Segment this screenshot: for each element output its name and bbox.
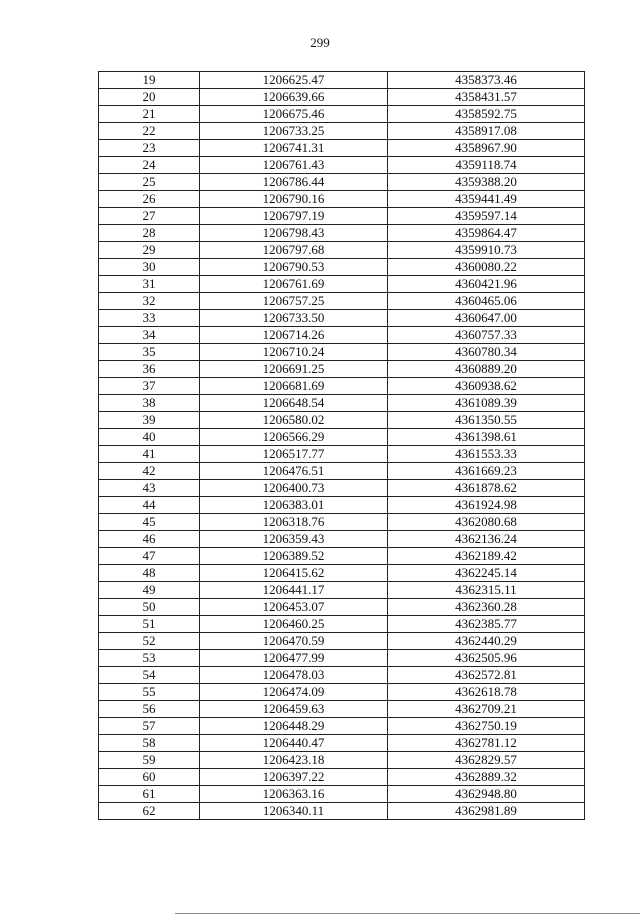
point-number-cell: 45 [99, 514, 200, 531]
y-coordinate-cell: 4362385.77 [388, 616, 585, 633]
y-coordinate-cell: 4362889.32 [388, 769, 585, 786]
y-coordinate-cell: 4360421.96 [388, 276, 585, 293]
y-coordinate-cell: 4360080.22 [388, 259, 585, 276]
x-coordinate-cell: 1206714.26 [200, 327, 388, 344]
table-row [99, 701, 585, 718]
point-number-cell: 60 [99, 769, 200, 786]
point-number-cell: 47 [99, 548, 200, 565]
table-row [99, 208, 585, 225]
table-row [99, 769, 585, 786]
table-row [99, 446, 585, 463]
table-body [99, 72, 585, 820]
x-coordinate-cell: 1206757.25 [200, 293, 388, 310]
point-number-cell: 30 [99, 259, 200, 276]
point-number-cell: 43 [99, 480, 200, 497]
point-number-cell: 35 [99, 344, 200, 361]
x-coordinate-cell: 1206363.16 [200, 786, 388, 803]
point-number-cell: 58 [99, 735, 200, 752]
point-number-cell: 49 [99, 582, 200, 599]
page-number: 299 [310, 35, 330, 50]
y-coordinate-cell: 4362080.68 [388, 514, 585, 531]
y-coordinate-cell: 4361350.55 [388, 412, 585, 429]
table-row [99, 735, 585, 752]
y-coordinate-cell: 4361878.62 [388, 480, 585, 497]
point-number-cell: 38 [99, 395, 200, 412]
point-number-cell: 29 [99, 242, 200, 259]
y-coordinate-cell: 4358431.57 [388, 89, 585, 106]
x-coordinate-cell: 1206400.73 [200, 480, 388, 497]
x-coordinate-cell: 1206786.44 [200, 174, 388, 191]
x-coordinate-cell: 1206691.25 [200, 361, 388, 378]
x-coordinate-cell: 1206359.43 [200, 531, 388, 548]
x-coordinate-cell: 1206798.43 [200, 225, 388, 242]
y-coordinate-cell: 4360465.06 [388, 293, 585, 310]
table-row [99, 378, 585, 395]
point-number-cell: 31 [99, 276, 200, 293]
x-coordinate-cell: 1206625.47 [200, 72, 388, 89]
y-coordinate-cell: 4361669.23 [388, 463, 585, 480]
table-row [99, 752, 585, 769]
y-coordinate-cell: 4362948.80 [388, 786, 585, 803]
table-row [99, 327, 585, 344]
x-coordinate-cell: 1206460.25 [200, 616, 388, 633]
y-coordinate-cell: 4362245.14 [388, 565, 585, 582]
y-coordinate-cell: 4362189.42 [388, 548, 585, 565]
point-number-cell: 26 [99, 191, 200, 208]
table-row [99, 106, 585, 123]
point-number-cell: 37 [99, 378, 200, 395]
y-coordinate-cell: 4362315.11 [388, 582, 585, 599]
x-coordinate-cell: 1206340.11 [200, 803, 388, 820]
y-coordinate-cell: 4358967.90 [388, 140, 585, 157]
table-row [99, 395, 585, 412]
point-number-cell: 21 [99, 106, 200, 123]
table-row [99, 582, 585, 599]
point-number-cell: 62 [99, 803, 200, 820]
x-coordinate-cell: 1206790.53 [200, 259, 388, 276]
y-coordinate-cell: 4359864.47 [388, 225, 585, 242]
table-row [99, 786, 585, 803]
x-coordinate-cell: 1206383.01 [200, 497, 388, 514]
y-coordinate-cell: 4359441.49 [388, 191, 585, 208]
x-coordinate-cell: 1206441.17 [200, 582, 388, 599]
x-coordinate-cell: 1206797.68 [200, 242, 388, 259]
point-number-cell: 44 [99, 497, 200, 514]
x-coordinate-cell: 1206477.99 [200, 650, 388, 667]
y-coordinate-cell: 4360780.34 [388, 344, 585, 361]
table-row [99, 157, 585, 174]
table-row [99, 531, 585, 548]
point-number-cell: 24 [99, 157, 200, 174]
y-coordinate-cell: 4362136.24 [388, 531, 585, 548]
table-row [99, 667, 585, 684]
point-number-cell: 36 [99, 361, 200, 378]
y-coordinate-cell: 4359118.74 [388, 157, 585, 174]
x-coordinate-cell: 1206566.29 [200, 429, 388, 446]
table-row [99, 463, 585, 480]
table-row [99, 497, 585, 514]
y-coordinate-cell: 4359910.73 [388, 242, 585, 259]
table-row [99, 599, 585, 616]
point-number-cell: 46 [99, 531, 200, 548]
table-row [99, 412, 585, 429]
point-number-cell: 51 [99, 616, 200, 633]
point-number-cell: 54 [99, 667, 200, 684]
table-row [99, 718, 585, 735]
table-row [99, 72, 585, 89]
y-coordinate-cell: 4358373.46 [388, 72, 585, 89]
table-row [99, 174, 585, 191]
table-row [99, 684, 585, 701]
point-number-cell: 53 [99, 650, 200, 667]
y-coordinate-cell: 4359388.20 [388, 174, 585, 191]
x-coordinate-cell: 1206318.76 [200, 514, 388, 531]
table-row [99, 650, 585, 667]
x-coordinate-cell: 1206415.62 [200, 565, 388, 582]
table-row [99, 276, 585, 293]
table-row [99, 140, 585, 157]
x-coordinate-cell: 1206733.50 [200, 310, 388, 327]
point-number-cell: 55 [99, 684, 200, 701]
y-coordinate-cell: 4362618.78 [388, 684, 585, 701]
point-number-cell: 40 [99, 429, 200, 446]
point-number-cell: 39 [99, 412, 200, 429]
x-coordinate-cell: 1206453.07 [200, 599, 388, 616]
point-number-cell: 34 [99, 327, 200, 344]
x-coordinate-cell: 1206470.59 [200, 633, 388, 650]
point-number-cell: 48 [99, 565, 200, 582]
y-coordinate-cell: 4362360.28 [388, 599, 585, 616]
table-row [99, 225, 585, 242]
coordinates-table [98, 71, 585, 820]
y-coordinate-cell: 4362572.81 [388, 667, 585, 684]
x-coordinate-cell: 1206459.63 [200, 701, 388, 718]
point-number-cell: 22 [99, 123, 200, 140]
y-coordinate-cell: 4362750.19 [388, 718, 585, 735]
table-row [99, 803, 585, 820]
x-coordinate-cell: 1206440.47 [200, 735, 388, 752]
y-coordinate-cell: 4358917.08 [388, 123, 585, 140]
x-coordinate-cell: 1206681.69 [200, 378, 388, 395]
point-number-cell: 41 [99, 446, 200, 463]
point-number-cell: 23 [99, 140, 200, 157]
point-number-cell: 50 [99, 599, 200, 616]
x-coordinate-cell: 1206675.46 [200, 106, 388, 123]
y-coordinate-cell: 4362829.57 [388, 752, 585, 769]
x-coordinate-cell: 1206648.54 [200, 395, 388, 412]
y-coordinate-cell: 4360757.33 [388, 327, 585, 344]
x-coordinate-cell: 1206478.03 [200, 667, 388, 684]
table-row [99, 633, 585, 650]
point-number-cell: 57 [99, 718, 200, 735]
x-coordinate-cell: 1206761.43 [200, 157, 388, 174]
x-coordinate-cell: 1206790.16 [200, 191, 388, 208]
y-coordinate-cell: 4362709.21 [388, 701, 585, 718]
x-coordinate-cell: 1206761.69 [200, 276, 388, 293]
point-number-cell: 52 [99, 633, 200, 650]
y-coordinate-cell: 4362440.29 [388, 633, 585, 650]
table-row [99, 565, 585, 582]
y-coordinate-cell: 4361553.33 [388, 446, 585, 463]
x-coordinate-cell: 1206741.31 [200, 140, 388, 157]
table-row [99, 259, 585, 276]
y-coordinate-cell: 4361089.39 [388, 395, 585, 412]
y-coordinate-cell: 4359597.14 [388, 208, 585, 225]
point-number-cell: 33 [99, 310, 200, 327]
point-number-cell: 25 [99, 174, 200, 191]
y-coordinate-cell: 4362781.12 [388, 735, 585, 752]
x-coordinate-cell: 1206389.52 [200, 548, 388, 565]
x-coordinate-cell: 1206476.51 [200, 463, 388, 480]
point-number-cell: 28 [99, 225, 200, 242]
y-coordinate-cell: 4360938.62 [388, 378, 585, 395]
x-coordinate-cell: 1206397.22 [200, 769, 388, 786]
table-row [99, 310, 585, 327]
table-row [99, 242, 585, 259]
y-coordinate-cell: 4358592.75 [388, 106, 585, 123]
y-coordinate-cell: 4361924.98 [388, 497, 585, 514]
x-coordinate-cell: 1206517.77 [200, 446, 388, 463]
point-number-cell: 32 [99, 293, 200, 310]
table-row [99, 548, 585, 565]
point-number-cell: 42 [99, 463, 200, 480]
x-coordinate-cell: 1206797.19 [200, 208, 388, 225]
page-edge-line [175, 913, 640, 914]
x-coordinate-cell: 1206733.25 [200, 123, 388, 140]
table-row [99, 191, 585, 208]
table-row [99, 514, 585, 531]
y-coordinate-cell: 4362981.89 [388, 803, 585, 820]
y-coordinate-cell: 4360647.00 [388, 310, 585, 327]
table-row [99, 123, 585, 140]
table-row [99, 293, 585, 310]
x-coordinate-cell: 1206448.29 [200, 718, 388, 735]
table-row [99, 344, 585, 361]
y-coordinate-cell: 4361398.61 [388, 429, 585, 446]
y-coordinate-cell: 4362505.96 [388, 650, 585, 667]
point-number-cell: 56 [99, 701, 200, 718]
point-number-cell: 27 [99, 208, 200, 225]
table-row [99, 429, 585, 446]
x-coordinate-cell: 1206423.18 [200, 752, 388, 769]
x-coordinate-cell: 1206710.24 [200, 344, 388, 361]
point-number-cell: 19 [99, 72, 200, 89]
table-row [99, 361, 585, 378]
table-row [99, 480, 585, 497]
y-coordinate-cell: 4360889.20 [388, 361, 585, 378]
table-row [99, 616, 585, 633]
x-coordinate-cell: 1206580.02 [200, 412, 388, 429]
point-number-cell: 59 [99, 752, 200, 769]
point-number-cell: 61 [99, 786, 200, 803]
x-coordinate-cell: 1206474.09 [200, 684, 388, 701]
x-coordinate-cell: 1206639.66 [200, 89, 388, 106]
table-row [99, 89, 585, 106]
point-number-cell: 20 [99, 89, 200, 106]
